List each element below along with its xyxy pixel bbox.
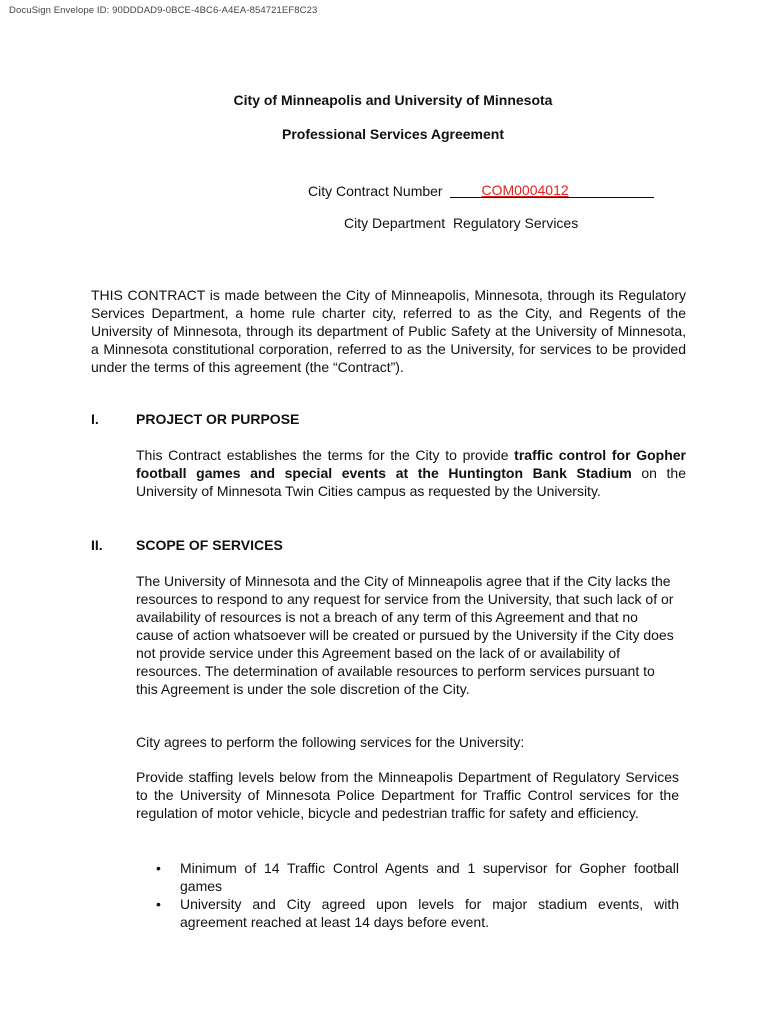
intro-paragraph: THIS CONTRACT is made between the City of Minneapolis, Minnesota, through its Regulatory Services Department, a home rule charter city, referred to as the City, and Regents of the University of Minnesota, through its department of Public Safety at the University of Minnesota, a Minnesota constitutional corporation, referred to as the University, for services to be provided under the terms of this agreement (the “Contract”). [91, 287, 686, 375]
section-number: I. [91, 411, 99, 427]
list-item-text: Minimum of 14 Traffic Control Agents and 1 supervisor for Gopher football games [180, 860, 679, 894]
contract-number-row [308, 180, 654, 199]
services-bullet-list [136, 859, 679, 931]
section-number: II. [91, 537, 103, 553]
department-label: City Department [344, 215, 446, 231]
list-item [136, 859, 679, 895]
contract-number-label: City Contract Number [308, 183, 443, 199]
section-heading: SCOPE OF SERVICES [136, 537, 283, 553]
bullet-icon: • [156, 860, 161, 876]
scope-paragraph: The University of Minnesota and the City of Minneapolis agree that if the City lacks the resources to respond to any request for service from the University, that such lack of or availability of resources is not a breach of any term of this Agreement and that no cause of action whatsoever will be created or pursued by the University if the City does not provide service under this Agreement based on the lack of or availability of resources. The determination of available resources to perform services pursuant to this Agreement is under the sole discretion of the City. [136, 573, 674, 697]
section-heading: PROJECT OR PURPOSE [136, 411, 300, 427]
department-value: Regulatory Services [452, 215, 579, 231]
envelope-id: DocuSign Envelope ID: 90DDDAD9-0BCE-4BC6-A4EA-854721EF8C23 [9, 5, 318, 16]
document-subtitle: Professional Services Agreement [281, 126, 505, 142]
purpose-text-start: This Contract establishes the terms for the City to provide [136, 447, 515, 463]
bullet-icon: • [156, 896, 161, 912]
contract-number-field [450, 182, 654, 198]
document-title: City of Minneapolis and University of Minnesota [233, 92, 553, 108]
department-row [344, 215, 578, 231]
list-item [136, 895, 679, 931]
contract-number-value: COM0004012 [481, 182, 569, 198]
purpose-text-end: on the University of Minnesota Twin Cities campus as requested by the University. [136, 465, 686, 499]
list-item-text: University and City agreed upon levels for major stadium events, with agreement reached at least 14 days before event. [180, 896, 679, 930]
scope-paragraph: City agrees to perform the following services for the University: [136, 734, 525, 750]
project-purpose-paragraph [136, 446, 686, 500]
purpose-text-bold: traffic control for Gopher football games and special events at the Huntington Bank Stadium [136, 447, 686, 481]
scope-paragraph: Provide staffing levels below from the Minneapolis Department of Regulatory Services to the University of Minnesota Police Department for Traffic Control services for the regulation of motor vehicle, bicycle and pedestrian traffic for safety and efficiency. [136, 769, 679, 821]
